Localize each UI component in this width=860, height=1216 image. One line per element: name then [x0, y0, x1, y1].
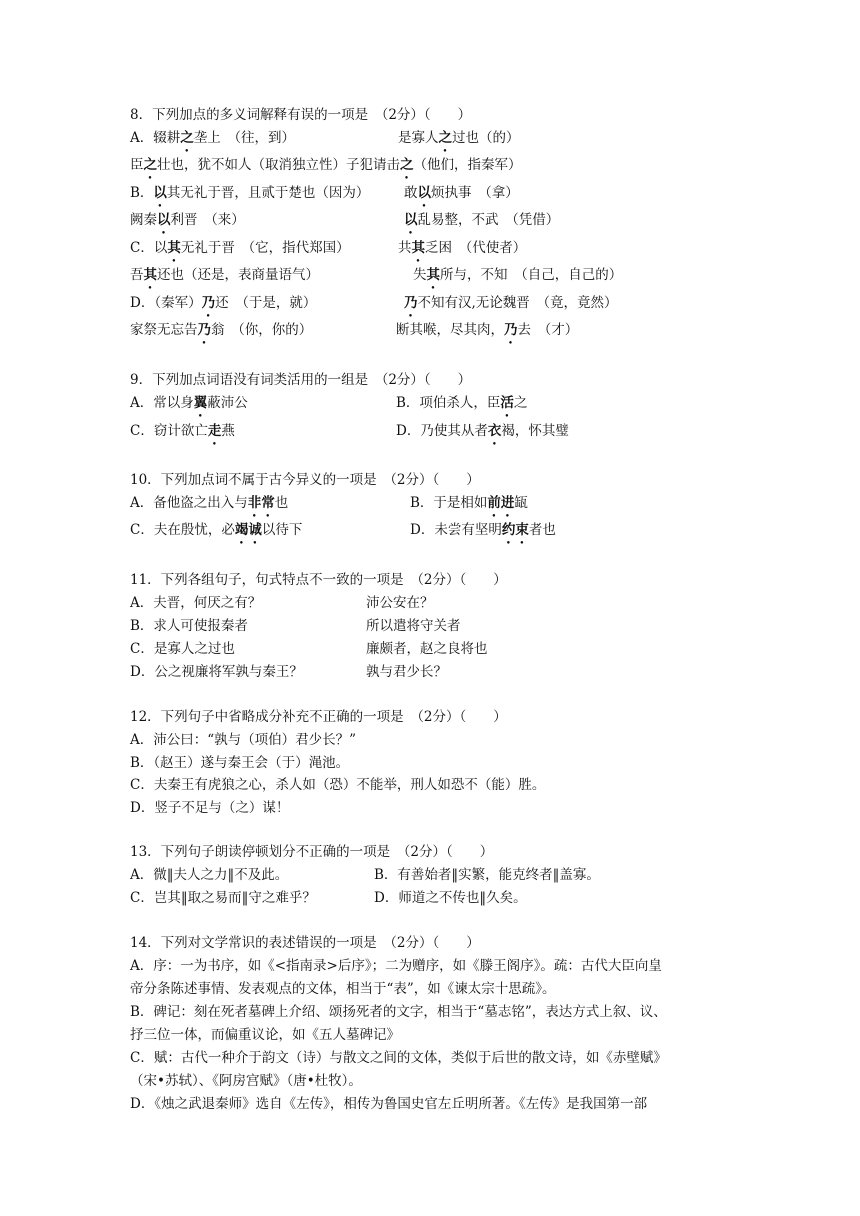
text: B．于是相如 — [410, 495, 488, 511]
dotted-word: 前进 — [487, 495, 515, 511]
text: 之 — [513, 395, 528, 411]
text: 断其喉，尽其肉， — [396, 322, 504, 338]
dotted-word: 其 — [167, 240, 181, 256]
text: 燕 — [221, 423, 235, 439]
q9-option-d — [396, 422, 569, 448]
text: 褐，怀其璧 — [501, 423, 569, 439]
q12-option-a: A．沛公曰：“孰与（项伯）君少长？” — [130, 732, 357, 748]
text: D．乃使其从者 — [396, 423, 488, 439]
text: 敢 — [404, 185, 418, 201]
text: C．以 — [130, 240, 168, 256]
text: 烦执事 （拿） — [431, 185, 519, 201]
text: A．常以身 — [130, 395, 194, 411]
text: 也 — [274, 495, 289, 511]
text: A．备他盗之出入与 — [130, 495, 248, 511]
dotted-word: 以 — [417, 185, 431, 201]
dotted-word: 活 — [500, 395, 514, 411]
text: C．夫在殷忧，必 — [130, 522, 235, 538]
text: 失 — [413, 267, 427, 283]
q8-option-d-line2-left — [130, 321, 312, 347]
text: 缻 — [514, 495, 528, 511]
text: C．窃计欲亡 — [130, 423, 208, 439]
q8-stem: 8．下列加点的多义词解释有误的一项是 （2分）（ ） — [130, 107, 472, 123]
q11-c-right: 廉颇者，赵之良将也 — [366, 641, 488, 657]
dotted-word: 翼 — [193, 395, 208, 411]
dotted-word: 其 — [411, 240, 425, 256]
text: （他们，指秦军） — [413, 157, 522, 173]
dotted-word: 之 — [180, 130, 194, 146]
text: 不知有汉,无论魏晋 （竟，竟然） — [417, 295, 618, 311]
text: 其无礼于晋，且贰于楚也（因为） — [166, 185, 370, 201]
dotted-word: 之 — [400, 157, 414, 173]
text: 翁 （你，你的） — [211, 322, 313, 338]
dotted-word: 之 — [143, 157, 157, 173]
dotted-word: 约束 — [501, 522, 529, 538]
dotted-word: 其 — [143, 267, 157, 283]
q8-option-b-right — [404, 184, 519, 210]
text: 利晋 （来） — [170, 212, 245, 228]
q14-line: A．序：一为书序，如《<指南录>后序》；二为赠序，如《滕王阁序》。疏：古代大臣向皇 — [130, 958, 662, 974]
dotted-word: 衣 — [487, 423, 502, 439]
q8-option-c-left — [130, 239, 350, 265]
text: 无礼于晋 （它，指代郑国） — [180, 240, 350, 256]
text: 所与，不知 （自己，自己的） — [440, 267, 623, 283]
q9-option-a — [130, 394, 248, 420]
q8-option-b-line2-right — [404, 211, 559, 237]
q11-b-right: 所以遣将守关者 — [366, 618, 461, 634]
q13-option-a: A．微‖夫人之力‖不及此。 — [130, 867, 289, 883]
dotted-word: 乃 — [197, 322, 211, 338]
dotted-word: 走 — [207, 423, 222, 439]
q10-option-c — [130, 521, 302, 547]
text: 家祭无忘告 — [130, 322, 198, 338]
dotted-word: 乃 — [404, 295, 418, 311]
text: A．辍耕 — [130, 130, 181, 146]
q9-stem: 9．下列加点词语没有词类活用的一组是 （2分）（ ） — [130, 372, 472, 388]
dotted-word: 其 — [426, 267, 440, 283]
q8-option-c-right — [398, 239, 526, 265]
q10-option-b — [410, 494, 528, 520]
q12-option-c: C．夫秦王有虎狼之心，杀人如（恐）不能举，刑人如恐不（能）胜。 — [130, 777, 546, 793]
dotted-word: 以 — [153, 185, 167, 201]
q9-option-c — [130, 422, 235, 448]
text: 以待下 — [261, 522, 303, 538]
q11-c-left: C．是寡人之过也 — [130, 641, 235, 657]
text: 蔽沛公 — [207, 395, 248, 411]
text: 垄上 （往，到） — [193, 130, 295, 146]
q8-option-a-line2 — [130, 156, 522, 182]
q14-line: B．碑记：刻在死者墓碑上介绍、颂扬死者的文字，相当于“墓志铭”，表达方式上叙、议、 — [130, 1004, 667, 1020]
text: 乏困 （代使者） — [425, 240, 527, 256]
q12-option-d: D．竖子不足与（之）谋！ — [130, 800, 290, 816]
q8-option-b-left — [130, 184, 369, 210]
q11-b-left: B．求人可使报秦者 — [130, 618, 248, 634]
dotted-word: 乃 — [201, 295, 216, 311]
text: 乱易整，不武 （凭借） — [417, 212, 560, 228]
q8-option-d-right — [404, 294, 618, 320]
dotted-word: 之 — [438, 130, 452, 146]
q13-option-c: C．岂其‖取之易而‖守之难乎？ — [130, 890, 316, 906]
text: 还也（还是，表商量语气） — [157, 267, 319, 283]
q11-a-left: A．夫晋，何厌之有？ — [130, 595, 262, 611]
text: B． — [130, 185, 154, 201]
q10-option-d — [410, 521, 556, 547]
text: B．项伯杀人，臣 — [396, 395, 501, 411]
q8-option-a-left — [130, 129, 295, 155]
q14-line: D．《烛之武退秦师》选自《左传》，相传为鲁国史官左丘明所著。《左传》是我国第一部 — [130, 1096, 648, 1112]
dotted-word: 以 — [157, 212, 171, 228]
q9-option-b — [396, 394, 527, 420]
q8-option-b-line2-left — [130, 211, 245, 237]
q10-stem: 10．下列加点词不属于古今异义的一项是 （2分）（ ） — [130, 472, 480, 488]
text: D．（秦军） — [130, 295, 202, 311]
text: 过也（的） — [452, 130, 520, 146]
q8-option-d-line2-right — [396, 321, 578, 347]
q14-line: 帝分条陈述事情、发表观点的文体，相当于“表”，如《谏太宗十思疏》。 — [130, 981, 556, 997]
text: 阙秦 — [130, 212, 157, 228]
q11-d-right: 孰与君少长？ — [366, 664, 447, 680]
q8-option-c-line2-right — [413, 266, 622, 292]
text: 共 — [398, 240, 412, 256]
dotted-word: 以 — [404, 212, 418, 228]
q14-stem: 14．下列对文学常识的表述错误的一项是 （2分）（ ） — [130, 935, 480, 951]
text: 还 （于是，就） — [215, 295, 317, 311]
q13-option-d: D．师道之不传也‖久矣。 — [374, 890, 527, 906]
q8-option-c-line2-left — [130, 266, 319, 292]
q8-option-a-right — [398, 129, 520, 155]
q12-stem: 12．下列句子中省略成分补充不正确的一项是 （2分）（ ） — [130, 709, 507, 725]
q14-line: 抒三位一体，而偏重议论，如《五人墓碑记》 — [130, 1027, 400, 1043]
q13-option-b: B．有善始者‖实繁，能克终者‖盖寡。 — [374, 867, 600, 883]
q12-option-b: B．（赵王）遂与秦王会（于）渑池。 — [130, 755, 350, 771]
q11-stem: 11．下列各组句子，句式特点不一致的一项是 （2分）（ ） — [130, 572, 507, 588]
dotted-word: 非常 — [247, 495, 275, 511]
text: D．未尝有坚明 — [410, 522, 502, 538]
q11-a-right: 沛公安在？ — [366, 595, 434, 611]
text: 臣 — [130, 157, 144, 173]
dotted-word: 竭诚 — [234, 522, 262, 538]
dotted-word: 乃 — [504, 322, 518, 338]
q11-d-left: D．公之视廉将军孰与秦王？ — [130, 664, 303, 680]
text: 壮也，犹不如人（取消独立性）子犯请击 — [157, 157, 400, 173]
q8-option-d-left — [130, 294, 316, 320]
q10-option-a — [130, 494, 288, 520]
text: 是寡人 — [398, 130, 439, 146]
text: 去 （才） — [517, 322, 579, 338]
text: 吾 — [130, 267, 144, 283]
q14-line: C．赋：古代一种介于韵文（诗）与散文之间的文体，类似于后世的散文诗，如《赤壁赋》 — [130, 1050, 667, 1066]
q13-stem: 13．下列句子朗读停顿划分不正确的一项是 （2分）（ ） — [130, 844, 494, 860]
text: 者也 — [528, 522, 556, 538]
q14-line: （宋•苏轼）、《阿房宫赋》（唐•杜牧）。 — [130, 1073, 362, 1089]
